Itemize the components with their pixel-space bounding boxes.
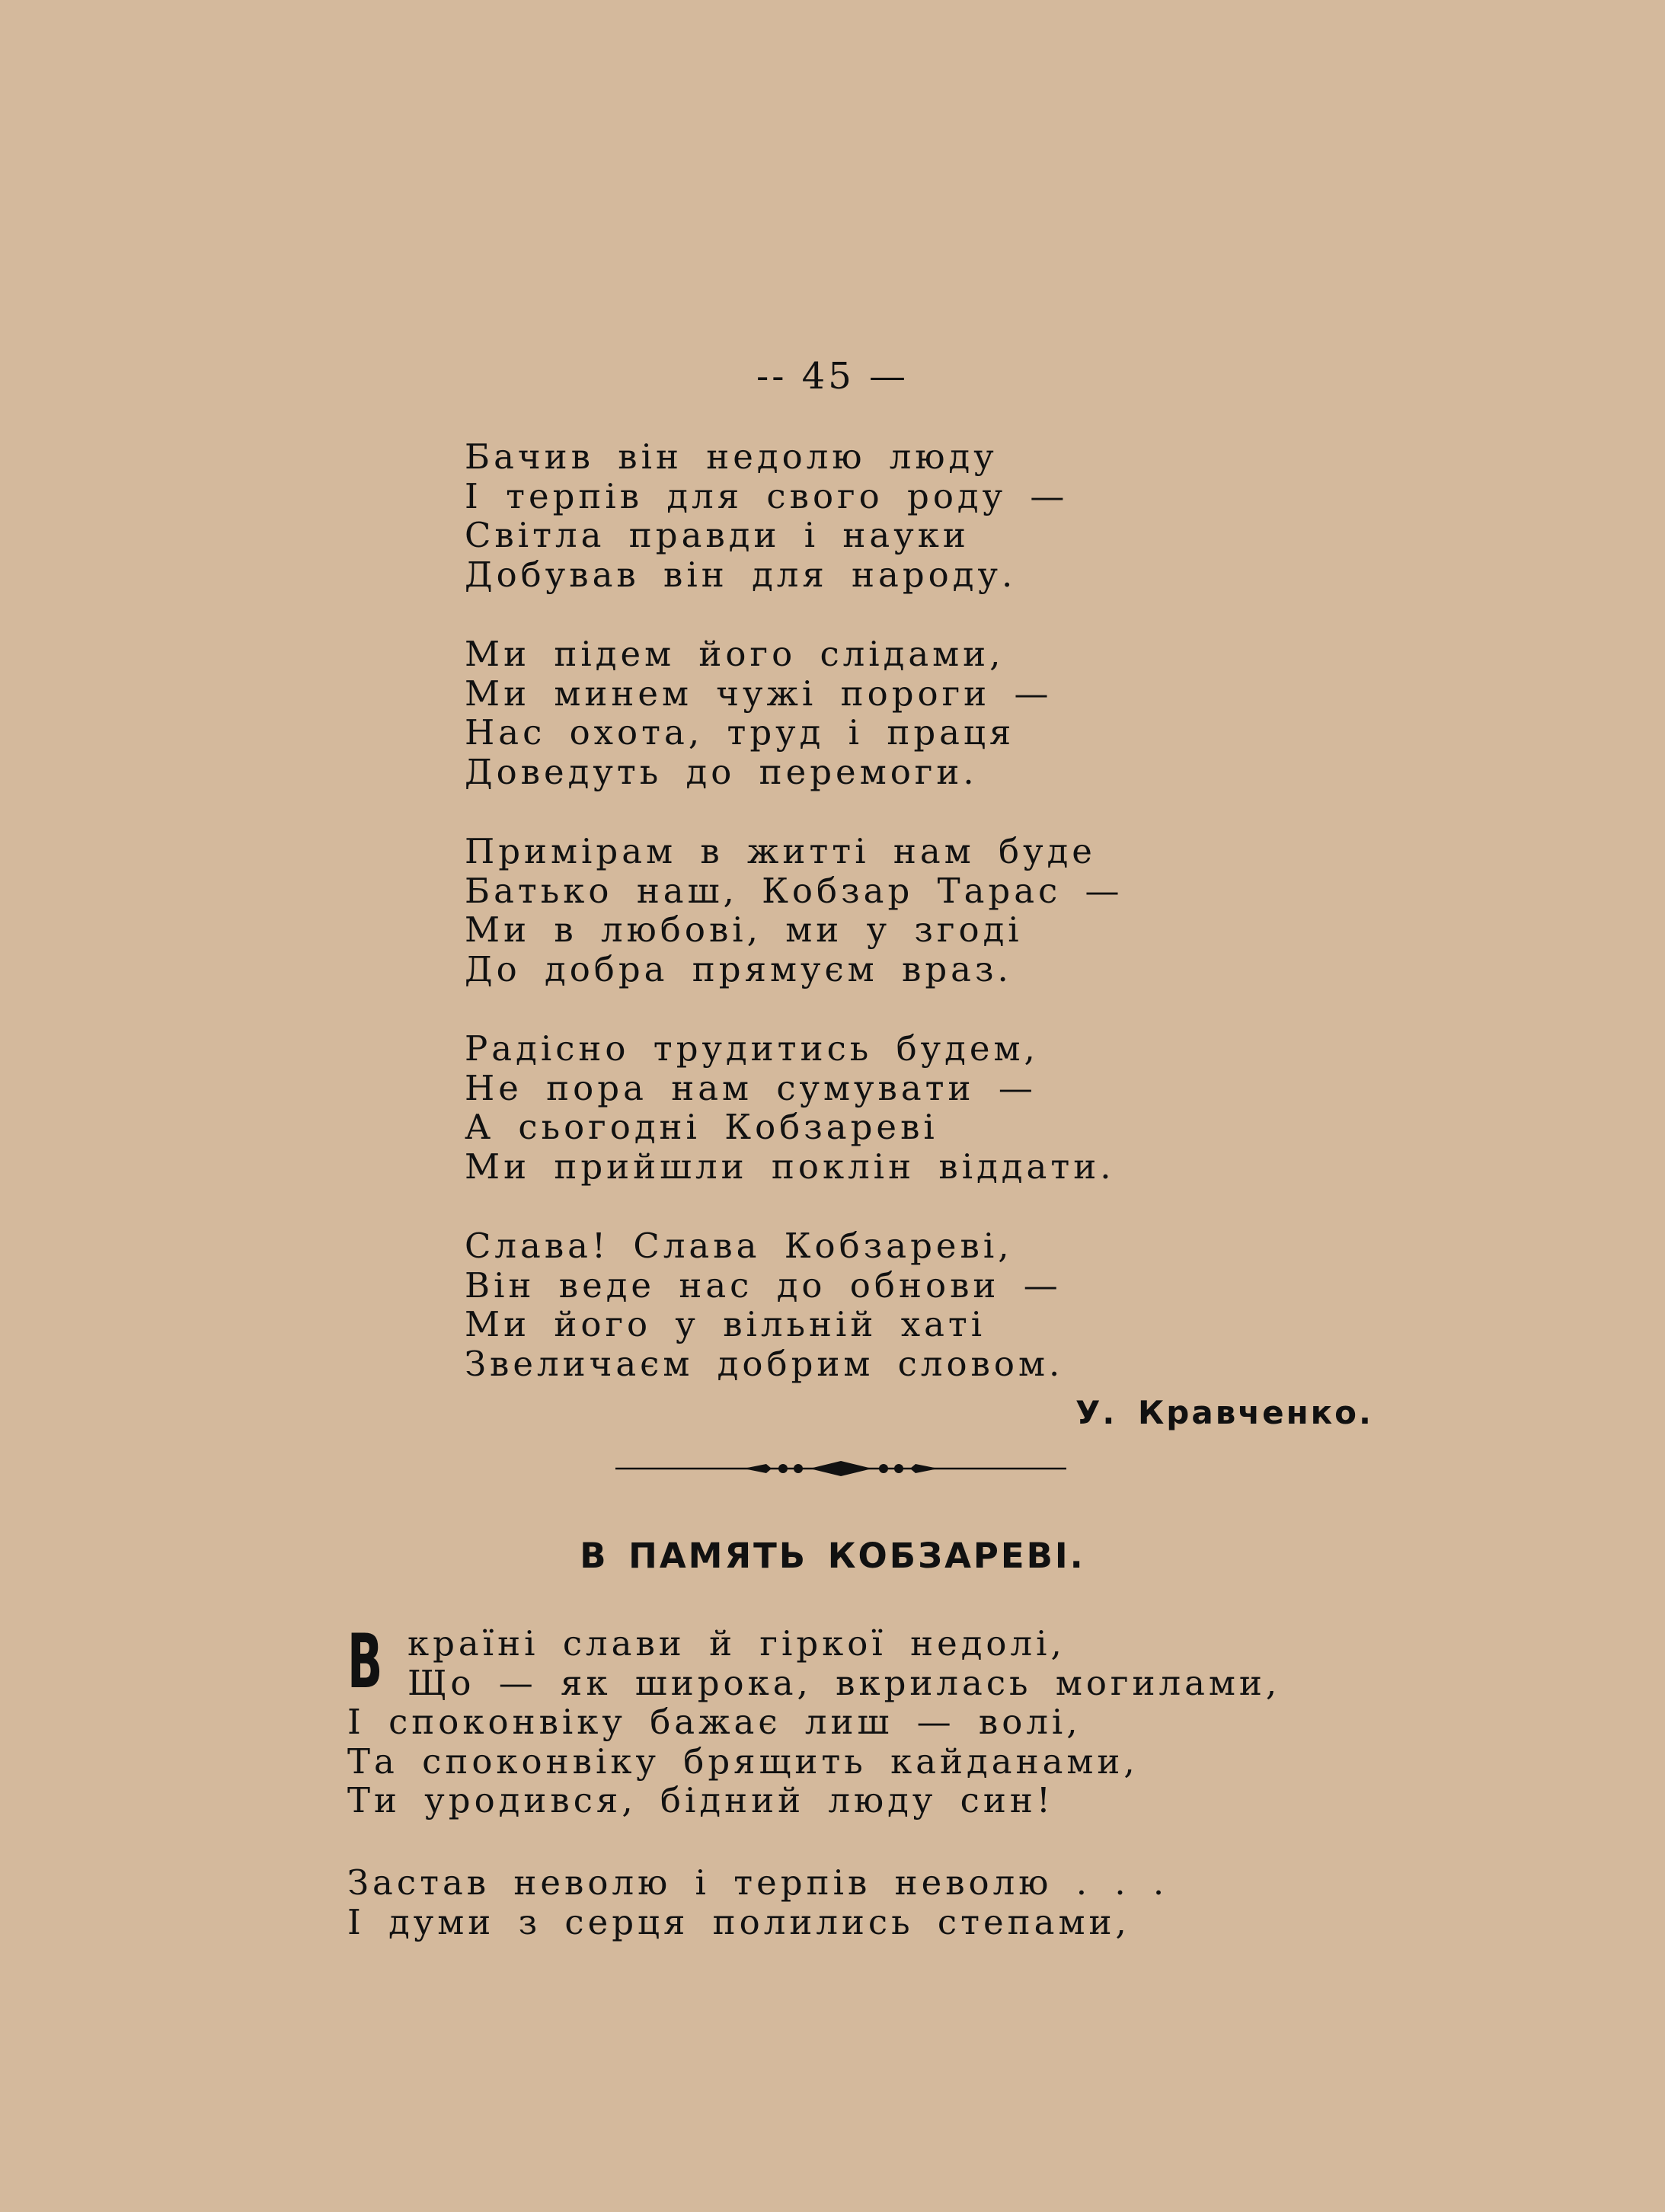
verse-line: Доведуть до перемоги. bbox=[465, 751, 978, 792]
verse-line: Батько наш, Кобзар Тарас — bbox=[465, 870, 1123, 911]
poem2-line-2: Що — як широка, вкрилась могилами, bbox=[407, 1663, 1281, 1703]
poem1-stanza-5 bbox=[465, 1226, 1063, 1383]
verse-line: І споконвіку бажає лиш — волі, bbox=[347, 1702, 1082, 1742]
verse-line: Ми прийшли поклін віддати. bbox=[465, 1146, 1115, 1187]
drop-cap: В bbox=[347, 1619, 383, 1705]
poem1-stanza-4 bbox=[465, 1029, 1115, 1186]
poem-title: В ПАМЯТЬ КОБЗАРЕВІ. bbox=[580, 1536, 1085, 1576]
verse-line: Нас охота, труд і праця bbox=[465, 712, 1015, 753]
verse-line: Та споконвіку брящить кайданами, bbox=[347, 1741, 1139, 1782]
poem2-stanza-2 bbox=[347, 1863, 1168, 1942]
page-number: -- 45 — bbox=[756, 355, 909, 398]
verse-line: Ми підем його слідами, bbox=[465, 634, 1005, 674]
verse-line: Не пора нам сумувати — bbox=[465, 1067, 1037, 1108]
poem1-stanza-3 bbox=[465, 832, 1123, 989]
verse-line: Слава! Слава Кобзареві, bbox=[465, 1226, 1013, 1266]
poem1-stanza-2 bbox=[465, 635, 1052, 791]
verse-line: До добра прямуєм враз. bbox=[465, 948, 1012, 989]
poem2-first-line: країні слави й гіркої недолі, bbox=[407, 1623, 1066, 1664]
poem1-stanza-1 bbox=[465, 437, 1068, 594]
author-signature: У. Кравченко. bbox=[1075, 1394, 1373, 1431]
verse-line: Він веде нас до обнови — bbox=[465, 1264, 1062, 1306]
verse-line: Радісно трудитись будем, bbox=[465, 1028, 1039, 1069]
verse-line: І думи з серця полились степами, bbox=[347, 1901, 1130, 1942]
verse-line: Світла правди і науки bbox=[465, 515, 970, 555]
verse-line: Ми в любові, ми у згоді bbox=[465, 909, 1023, 950]
verse-line: Добував він для народу. bbox=[465, 554, 1017, 595]
verse-line: Ми минем чужі пороги — bbox=[465, 673, 1053, 714]
verse-line: Ти уродився, бідний люду син! bbox=[347, 1780, 1054, 1820]
verse-line: Бачив він недолю люду bbox=[465, 436, 998, 477]
verse-line: Примірам в житті нам буде bbox=[465, 831, 1096, 871]
verse-line: Застав неволю і терпів неволю . . . bbox=[347, 1862, 1168, 1903]
ornamental-divider bbox=[615, 1452, 1066, 1485]
poem2-stanza-1-rest bbox=[347, 1702, 1139, 1820]
verse-line: Звеличаєм добрим словом. bbox=[465, 1343, 1064, 1384]
verse-line: І терпів для свого роду — bbox=[465, 475, 1069, 516]
verse-line: А сьогодні Кобзареві bbox=[465, 1107, 938, 1147]
verse-line: Ми його у вільній хаті bbox=[465, 1304, 986, 1344]
